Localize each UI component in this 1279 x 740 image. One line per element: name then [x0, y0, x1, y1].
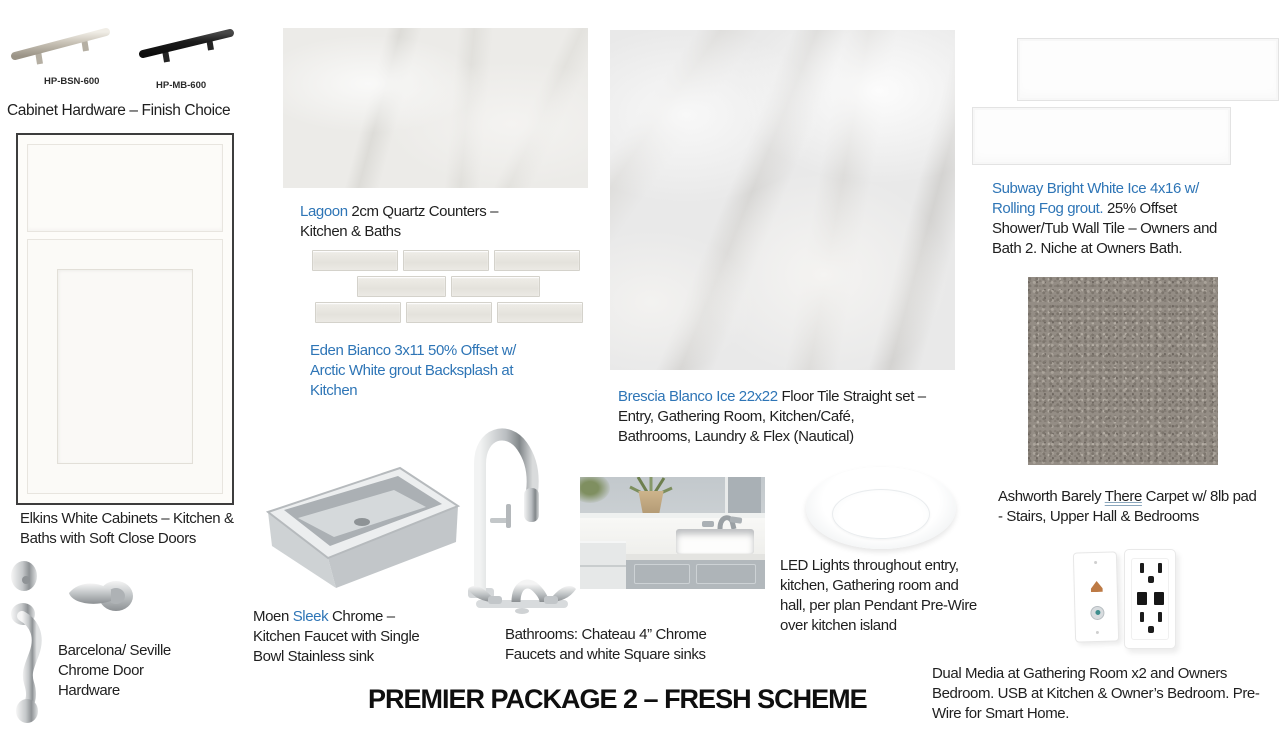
floor-tile-product: Brescia Blanco Ice 22x22	[618, 388, 778, 405]
mosaic-tile-sheet-image	[302, 250, 583, 324]
outlet-ground	[1148, 626, 1154, 633]
mosaic-tile	[497, 302, 583, 323]
coax-connector	[1090, 606, 1104, 620]
vanity-photo	[580, 477, 765, 589]
outlet-slot	[1158, 612, 1162, 622]
outlet-ground	[1148, 576, 1154, 583]
plate-screw	[1094, 561, 1097, 564]
nickel-pull-code: HP-BSN-600	[44, 76, 100, 87]
outlet-slot	[1140, 612, 1144, 622]
wall-tile-details: 25% Offset Shower/Tub Wall Tile – Owners and Bath 2. Niche at Owners Bath.	[992, 200, 1217, 257]
floor-tile-caption	[618, 387, 980, 447]
floor-tile-details: Floor Tile Straight set –	[777, 388, 926, 405]
subway-tile-image	[1017, 38, 1279, 101]
vanity-drawer	[696, 564, 756, 584]
usb-outlet-image	[1124, 549, 1176, 649]
carpet-caption-suffix: Carpet w/ 8lb pad - Stairs, Upper Hall & Bedrooms	[998, 488, 1257, 525]
kitchen-faucet-brand: Moen	[253, 608, 293, 625]
carpet-caption-prefix: Ashworth Barely	[998, 488, 1105, 505]
mosaic-tile	[312, 250, 398, 271]
page-title: PREMIER PACKAGE 2 – FRESH SCHEME	[368, 684, 867, 714]
mosaic-tile	[494, 250, 580, 271]
led-light-image	[806, 467, 956, 549]
usb-port	[1154, 592, 1164, 605]
cabinet-door-panel	[57, 269, 193, 464]
cabinets-caption: Elkins White Cabinets – Kitchen & Baths with Soft Close Doors	[20, 510, 234, 547]
kitchen-faucet-product: Sleek	[292, 608, 329, 625]
black-pull-code: HP-MB-600	[156, 80, 207, 91]
counters-details: 2cm Quartz Counters – Kitchen & Baths	[300, 203, 499, 240]
outlet-slot	[1158, 563, 1162, 573]
floor-tile-line2: Entry, Gathering Room, Kitchen/Café,	[618, 408, 855, 425]
lighting-caption: LED Lights throughout entry, kitchen, Gathering room and hall, per plan Pendant Pre-Wire over kitchen island	[780, 557, 977, 634]
vanity-drawer	[634, 564, 690, 584]
bath-faucets-caption: Bathrooms: Chateau 4” Chrome Faucets and white Square sinks	[505, 626, 707, 663]
phone-jack	[1091, 581, 1103, 592]
carpet-caption-underlined: There	[1104, 488, 1142, 505]
vanity-faucet	[700, 503, 742, 531]
wall-tile-product: Subway Bright White Ice 4x16 w/ Rolling Fog grout.	[992, 180, 1199, 217]
door-hardware-caption: Barcelona/ Seville Chrome Door Hardware	[58, 642, 171, 699]
mosaic-tile	[451, 276, 540, 297]
vanity-plant-left	[580, 477, 610, 503]
kitchen-sink-faucet-caption	[253, 607, 443, 667]
electrical-caption: Dual Media at Gathering Room x2 and Owners Bedroom. USB at Kitchen & Owner’s Bedroom. Pre-Wire for Smart Home.	[932, 665, 1260, 722]
mosaic-tile	[357, 276, 446, 297]
counters-caption	[300, 202, 515, 242]
coax-pin	[1095, 610, 1100, 615]
backsplash-caption: Eden Bianco 3x11 50% Offset w/ Arctic White grout Backsplash at Kitchen	[310, 342, 516, 399]
mosaic-tile	[406, 302, 492, 323]
floor-tile-sample-image	[610, 30, 955, 370]
entry-handleset-image	[2, 560, 52, 726]
cabinet-drawer-front	[27, 144, 223, 232]
plate-screw	[1095, 631, 1098, 634]
mosaic-tile	[403, 250, 489, 271]
kitchen-faucet-details: Chrome – Kitchen Faucet with Single Bowl Stainless sink	[253, 608, 420, 665]
mosaic-tile	[315, 302, 401, 323]
media-wall-plate-image	[1073, 551, 1119, 642]
vanity-sink	[676, 529, 754, 554]
bath-faucet-image	[466, 548, 578, 614]
usb-port	[1137, 592, 1147, 605]
subway-tile-image	[972, 107, 1231, 165]
vanity-side-drawer-line	[580, 565, 626, 567]
carpet-swatch-image	[1028, 277, 1218, 465]
stainless-sink-image	[258, 450, 463, 590]
outlet-slot	[1140, 563, 1144, 573]
counters-product-name: Lagoon	[300, 203, 348, 220]
cabinet-door-image	[16, 133, 234, 505]
cabinet-door-front	[27, 239, 223, 494]
cabinet-hardware-caption: Cabinet Hardware – Finish Choice	[7, 102, 231, 119]
floor-tile-line3: Bathrooms, Laundry & Flex (Nautical)	[618, 428, 854, 445]
door-lever-image	[58, 572, 140, 620]
led-light-lens	[832, 489, 930, 539]
carpet-caption	[998, 487, 1263, 527]
quartz-sample-image	[283, 28, 588, 188]
brushed-nickel-pull-image	[8, 18, 113, 68]
wall-tile-caption	[992, 179, 1237, 259]
matte-black-pull-image	[137, 22, 237, 64]
